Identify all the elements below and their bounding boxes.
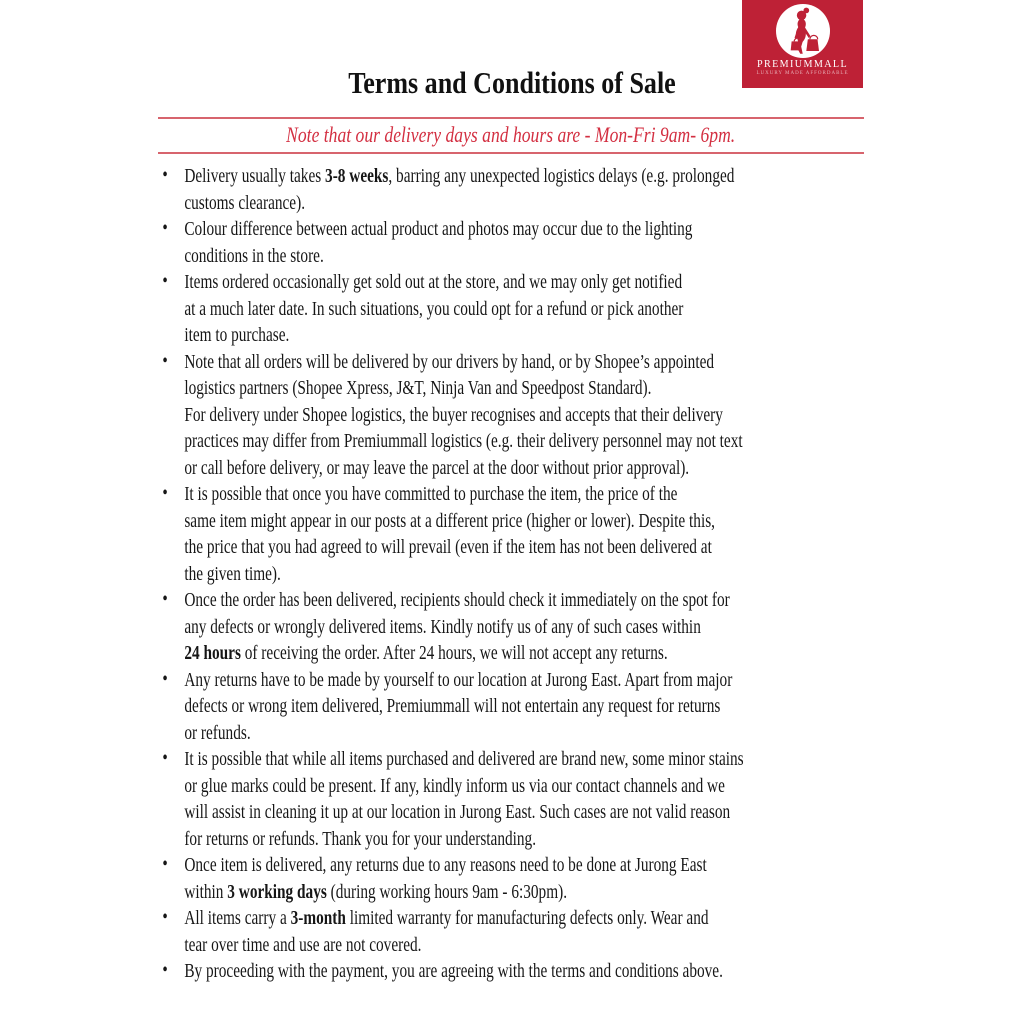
bullet-icon: • [162,483,168,504]
terms-item-text: All items carry a 3-month limited warranty for manufacturing defects only. Wear and tear over time and use are not covered. [184,908,709,956]
terms-item-text: Any returns have to be made by yourself to our location at Jurong East. Apart from major defects or wrong item delivered, Premiummall will not entertain any request for returns or refunds. [184,669,733,744]
delivery-notice-text: Note that our delivery days and hours are - Mon-Fri 9am- 6pm. [286,122,736,147]
terms-list [160,164,871,986]
terms-list-item [160,747,871,853]
terms-list-item [160,217,871,270]
terms-item-text: Items ordered occasionally get sold out at the store, and we may only get notified at a much later date. In such situations, you could opt for a refund or pick another item to purchase. [184,272,684,346]
bullet-icon: • [162,589,168,610]
terms-item-text: Note that all orders will be delivered by our drivers by hand, or by Shopee’s appointed logistics partners (Shopee Xpress, J&T, Ninja Van and Speedpost Standard). For delivery under Shopee logistics, the buyer recognises and accepts that their delivery practices may differ from Premiummall logistics (e.g. their delivery personnel may not text or call before delivery, or may leave the parcel at the door without prior approval). [184,351,743,479]
terms-list-item [160,959,871,986]
bullet-icon: • [162,854,168,875]
terms-list-item [160,164,871,217]
terms-list-item [160,482,871,588]
woman-shopper-icon [776,4,830,58]
delivery-notice-band [158,117,864,154]
terms-item-text: Delivery usually takes 3-8 weeks, barring any unexpected logistics delays (e.g. prolonged customs clearance). [184,166,735,214]
bullet-icon: • [162,350,168,372]
terms-list-item [160,588,871,668]
terms-list-item [160,906,871,959]
bullet-icon: • [162,907,168,928]
terms-item-text: By proceeding with the payment, you are agreeing with the terms and conditions above. [184,961,723,982]
terms-list-item [160,853,871,906]
terms-item-text: It is possible that once you have committed to purchase the item, the price of the same item might appear in our posts at a different price (higher or lower). Despite this, the price that you had agreed to will prevail (even if the item has not been delivered at the given time). [184,484,715,585]
brand-tagline: LUXURY MADE AFFORDABLE [756,71,849,76]
page-title: Terms and Conditions of Sale [348,65,676,100]
brand-logo [742,0,863,88]
terms-list-item [160,270,871,350]
bullet-icon: • [162,218,168,239]
terms-item-text: Colour difference between actual product and photos may occur due to the lighting conditions in the store. [184,219,693,267]
terms-item-text: It is possible that while all items purchased and delivered are brand new, some minor stains or glue marks could be present. If any, kindly inform us via our contact channels and we will assist in cleaning it up at our location in Jurong East. Such cases are not valid reason for returns or refunds. Thank you for your understanding. [184,749,744,850]
bullet-icon: • [162,960,168,981]
brand-name: PREMIUMMALL [756,58,849,70]
bullet-icon: • [162,748,168,769]
bullet-icon: • [162,165,168,186]
bullet-icon: • [162,668,168,690]
terms-item-text: Once item is delivered, any returns due to any reasons need to be done at Jurong East within 3 working days (during working hours 9am - 6:30pm). [184,855,707,903]
bullet-icon: • [162,271,168,292]
terms-list-item [160,668,871,748]
terms-list-item [160,350,871,483]
terms-item-text: Once the order has been delivered, recipients should check it immediately on the spot for any defects or wrongly delivered items. Kindly notify us of any of such cases within 24 hours of receiving the order. After 24 hours, we will not accept any returns. [184,590,730,664]
